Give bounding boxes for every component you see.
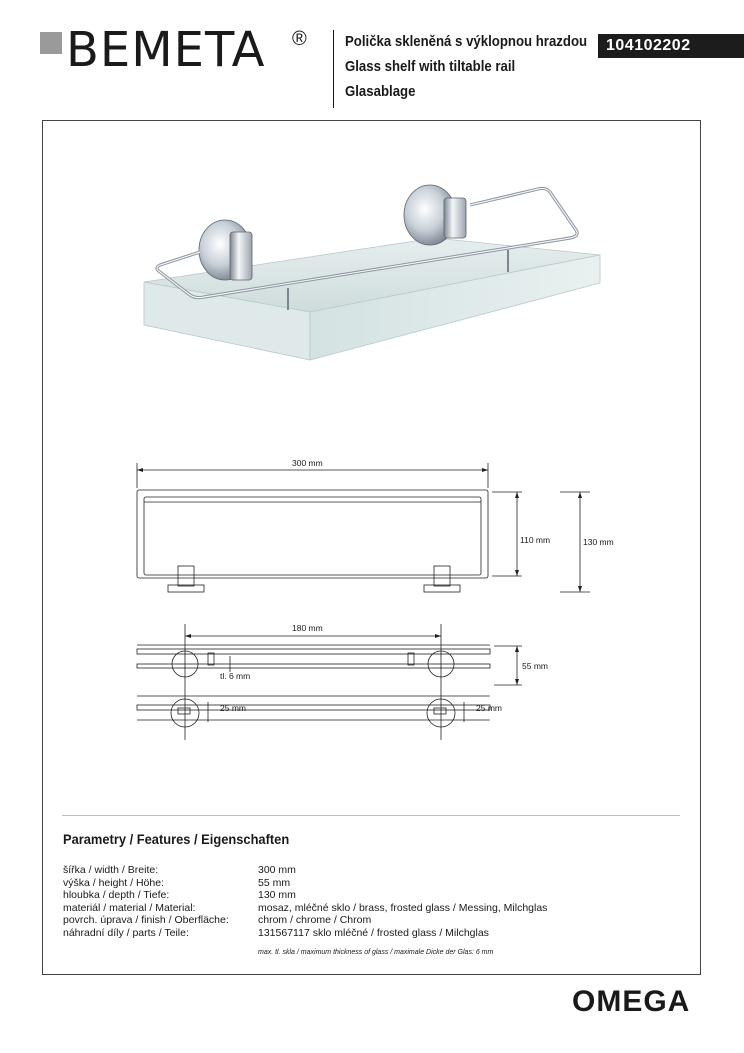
logo-square-mark	[40, 32, 62, 54]
series-name: OMEGA	[572, 985, 691, 1018]
dim-flange-left-label: 25 mm	[220, 703, 246, 713]
technical-drawing	[120, 450, 620, 760]
product-code-badge: 104102202	[598, 34, 744, 58]
brand-name: BEMETA	[66, 22, 266, 78]
param-value: chrom / chrome / Chrom	[258, 914, 372, 927]
dim-height-label: 55 mm	[522, 661, 548, 671]
product-photo	[130, 160, 610, 370]
dim-width-label: 300 mm	[292, 458, 323, 468]
dim-flange-right-label: 25 mm	[476, 703, 502, 713]
product-titles	[345, 29, 620, 104]
title-cz: Polička skleněná s výklopnou hrazdou	[345, 33, 588, 50]
brand-logo	[40, 22, 320, 80]
param-value: 55 mm	[258, 876, 291, 889]
dim-depth-inner-label: 110 mm	[520, 535, 551, 545]
dim-depth-total-label: 130 mm	[583, 537, 614, 547]
param-label: hloubka / depth / Tiefe:	[63, 889, 170, 902]
param-value: 131567117 sklo mléčné / frosted glass / Milchglas	[258, 926, 489, 939]
header-divider	[333, 30, 334, 108]
glass-thickness-note: max. tl. skla / maximum thickness of glass / maximale Dicke der Glas: 6 mm	[258, 949, 494, 956]
title-en: Glass shelf with tiltable rail	[345, 58, 516, 75]
param-label: výška / height / Höhe:	[63, 876, 164, 889]
param-value: mosaz, mléčné sklo / brass, frosted glass / Messing, Milchglas	[258, 901, 548, 914]
registered-mark: ®	[292, 28, 307, 50]
left-bracket-block	[230, 232, 252, 280]
param-value: 300 mm	[258, 864, 296, 876]
right-bracket-block	[444, 198, 466, 238]
param-label: šířka / width / Breite:	[63, 864, 159, 876]
dim-thickness-label: tl. 6 mm	[220, 671, 251, 681]
title-de: Glasablage	[345, 83, 416, 100]
section-divider	[62, 815, 680, 816]
param-label: povrch. úprava / finish / Oberfläche:	[63, 914, 229, 927]
dim-spacing-label: 180 mm	[292, 623, 323, 633]
param-label: náhradní díly / parts / Teile:	[63, 926, 189, 939]
param-value: 130 mm	[258, 889, 296, 902]
features-title: Parametry / Features / Eigenschaften	[63, 831, 290, 847]
param-label: materiál / material / Material:	[63, 901, 196, 914]
